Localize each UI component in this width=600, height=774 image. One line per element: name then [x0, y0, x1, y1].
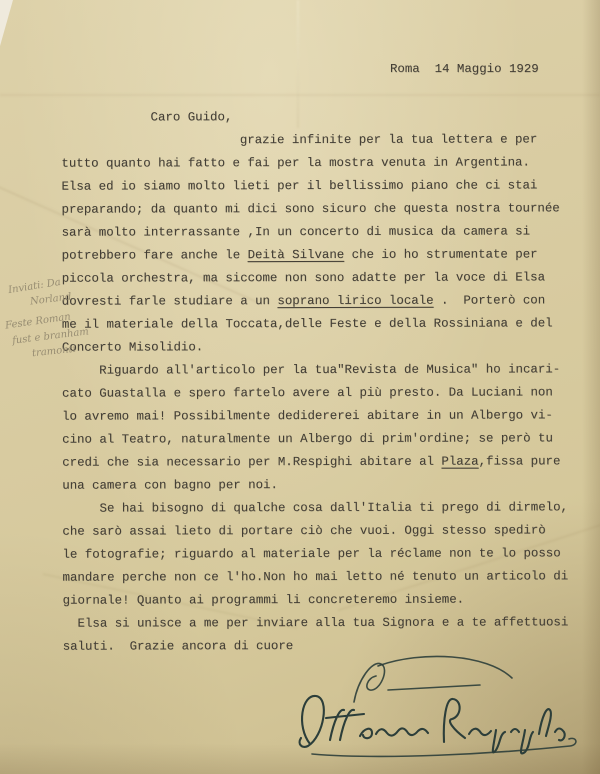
- letter-line: saluti. Grazie ancora di cuore: [62, 639, 294, 654]
- letter-line: lo avremo mai! Possibilmente dedidererei abitare in un Albergo vi-: [62, 408, 553, 424]
- margin-note-line: Inviati: Da: [7, 276, 62, 297]
- letter-line: le fotografie; riguardo al materiale per la réclame non te lo posso: [62, 546, 561, 562]
- letter-line: Elsa ed io siamo molto lieti per il bellissimo piano che ci stai: [61, 178, 538, 194]
- letter-line: credi che sia necessario per M.Respighi abitare al Plaza,fissa pure: [62, 454, 561, 470]
- paper-corner-background: [0, 0, 13, 46]
- margin-note-line: tramonti: [31, 343, 77, 360]
- letter-line: una camera con bagno per noi.: [62, 478, 278, 493]
- margin-note-line: Norland: [29, 291, 73, 308]
- letter-line: sarà molto interrassante ,In un concerto di musica da camera si: [61, 224, 531, 240]
- letter-line: che sarò assai lieto di portare ciò che vuoi. Oggi stesso spedirò: [62, 523, 546, 539]
- letter-line: preparando; da quanto mi dici sono sicuro che questa nostra tournée: [61, 201, 560, 217]
- letter-line: cino al Teatro, naturalmente un Albergo di prim'ordine; se però tu: [62, 431, 553, 447]
- letter-line: piccola orchestra, ma siccome non sono adatte per la voce di Elsa: [61, 270, 546, 286]
- letter-line: mandare perche non ce l'ho.Non ho mai letto né tenuto un articolo di: [62, 569, 569, 585]
- letter-line: grazie infinite per la tua lettera e per: [61, 132, 538, 148]
- letter-line: Se hai bisogno di qualche cosa dall'Italia ti prego di dirmelo,: [62, 500, 568, 516]
- letter-line: Concerto Misolidio.: [61, 340, 204, 355]
- signature: [282, 648, 592, 770]
- margin-note-line: fust e branham: [11, 326, 90, 347]
- letter-line: giornale! Quanto ai programmi li concreteremo insieme.: [62, 592, 465, 608]
- paper-crease: [0, 94, 600, 96]
- letter-body: [61, 105, 568, 658]
- letter-line: dovresti farle studiare a un soprano lirico locale . Porterò con: [61, 293, 546, 309]
- date-line: Roma 14 Maggio 1929: [390, 62, 539, 76]
- letter-line: Caro Guido,: [61, 110, 233, 125]
- letter-line: me il materiale della Toccata,delle Feste e della Rossiniana e del: [61, 316, 553, 332]
- margin-note-line: Feste Roman: [4, 311, 72, 332]
- letter-line: Elsa si unisce a me per inviare alla tua Signora e a te affettuosi: [62, 615, 569, 631]
- letter-line: cato Guastalla e spero fartelo avere al più presto. Da Luciani non: [62, 385, 553, 401]
- letter-line: potrebbero fare anche le Deità Silvane che io ho strumentate per: [61, 247, 538, 263]
- letter-line: Riguardo all'articolo per la tua"Revista de Musica" ho incari-: [61, 362, 561, 378]
- letter-line: tutto quanto hai fatto e fai per la mostra venuta in Argentina.: [61, 155, 530, 171]
